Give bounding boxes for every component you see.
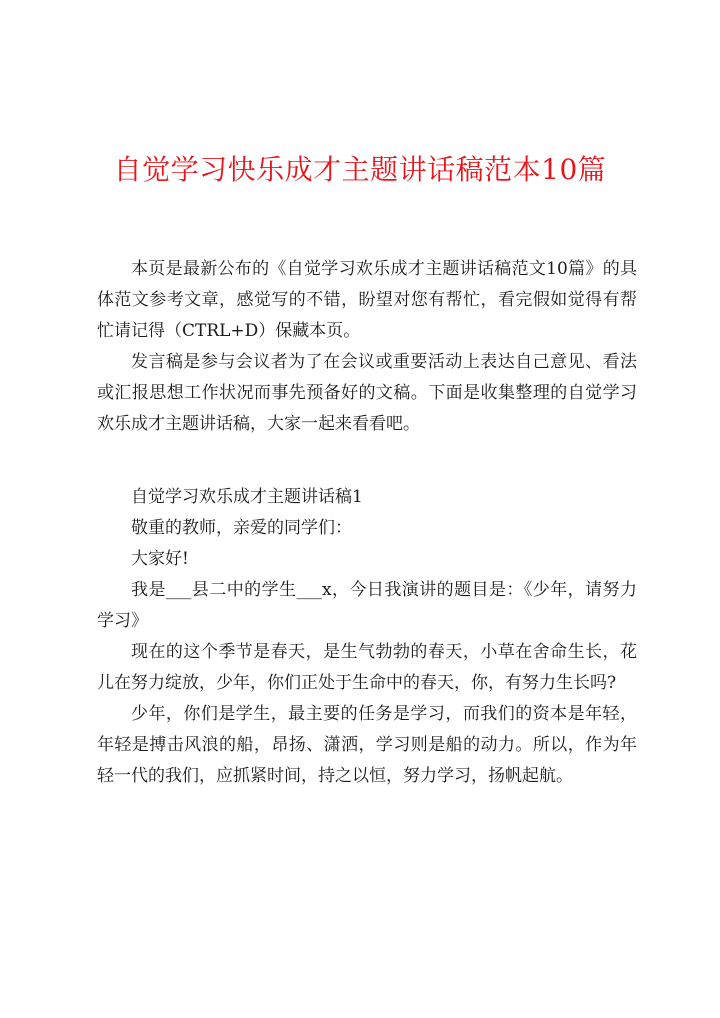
speech-greeting: 大家好! [131,549,189,569]
intro-paragraph: 本页是最新公布的《自觉学习欢乐成才主题讲话稿范文10篇》的具体范文参考文章，感觉写的不错，盼望对您有帮忙，看完假如觉得有帮忙请记得（CTRL+D）保藏本页。 [97,259,637,341]
document-body [97,254,637,792]
speech-paragraph: 现在的这个季节是春天，是生气勃勃的春天，小草在舍命生长，花儿在努力绽放，少年，你们正处于生命中的春天，你，有努力生长吗? [97,642,637,693]
speech-paragraph: 我是___县二中的学生___x，今日我演讲的题目是：《少年，请努力学习》 [97,580,637,631]
document-title: 自觉学习快乐成才主题讲话稿范本10篇 [113,153,607,186]
section-heading: 自觉学习欢乐成才主题讲话稿1 [131,487,363,507]
intro-paragraph: 发言稿是参与会议者为了在会议或重要活动上表达自己意见、看法或汇报思想工作状况而事先预备好的文稿。下面是收集整理的自觉学习欢乐成才主题讲话稿，大家一起来看看吧。 [97,352,637,434]
speech-paragraph: 少年，你们是学生，最主要的任务是学习，而我们的资本是年轻，年轻是搏击风浪的船，昂扬、潇洒，学习则是船的动力。所以，作为年轻一代的我们，应抓紧时间，持之以恒，努力学习，扬帆起航。 [97,704,637,786]
speech-salutation: 敬重的教师，亲爱的同学们： [131,518,352,538]
section-spacer [97,440,637,482]
